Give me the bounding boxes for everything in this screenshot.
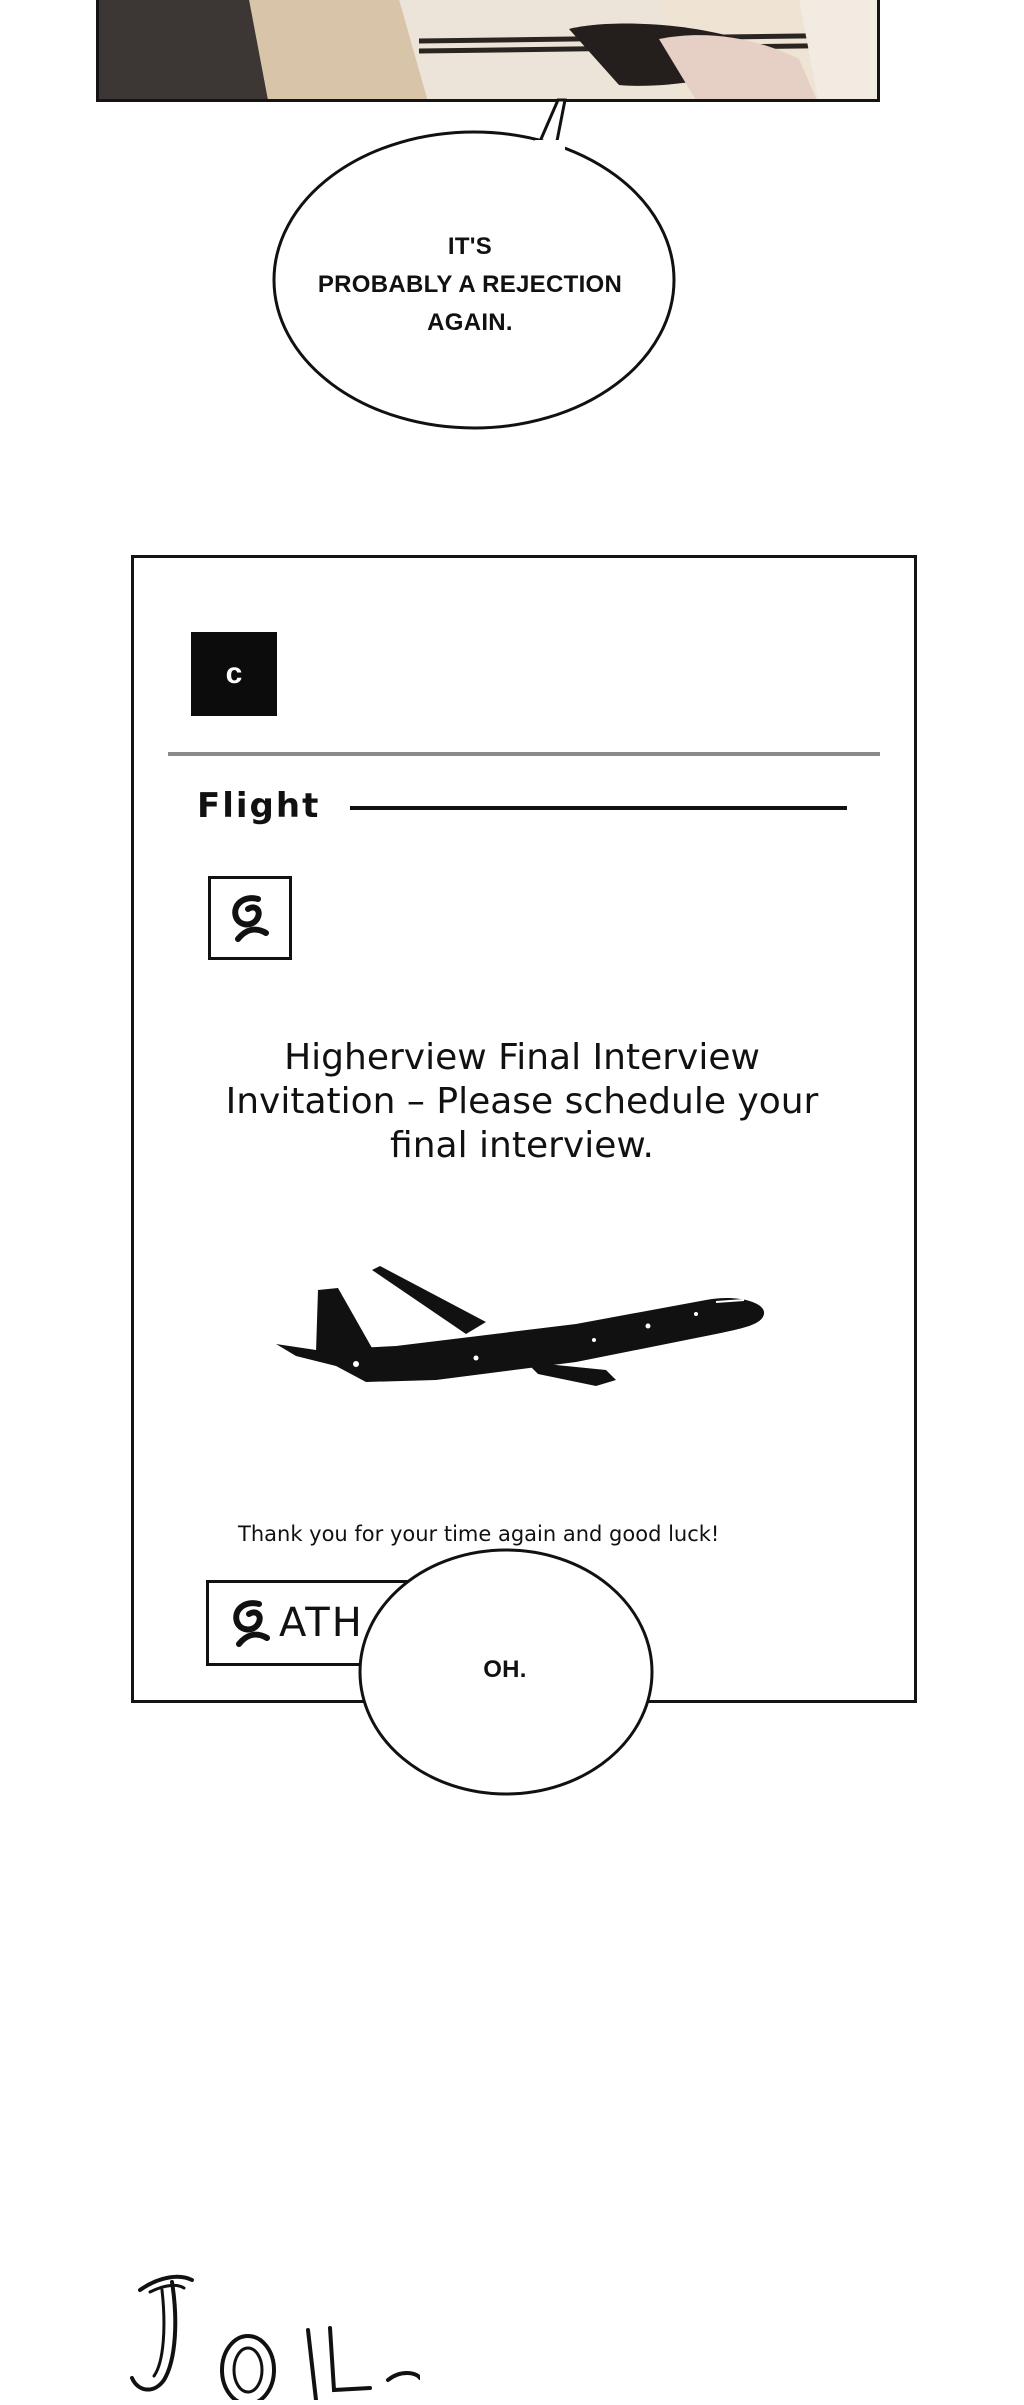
speech-bubble-bottom-text: OH. — [483, 1656, 527, 1683]
sound-effect-lettering — [120, 2270, 420, 2400]
stamp-text: ATH — [279, 1600, 364, 1646]
closing-line: Thank you for your time again and good luck! — [238, 1522, 720, 1546]
speech-bubble-top-text: IT'S PROBABLY A REJECTION AGAIN. — [317, 233, 623, 336]
letter-headline: Higherview Final Interview Invitation – Please schedule your final interview. — [225, 1037, 819, 1166]
company-logo: c — [191, 632, 277, 716]
section-label: Flight — [197, 786, 321, 826]
sound-effect — [120, 2270, 420, 2405]
